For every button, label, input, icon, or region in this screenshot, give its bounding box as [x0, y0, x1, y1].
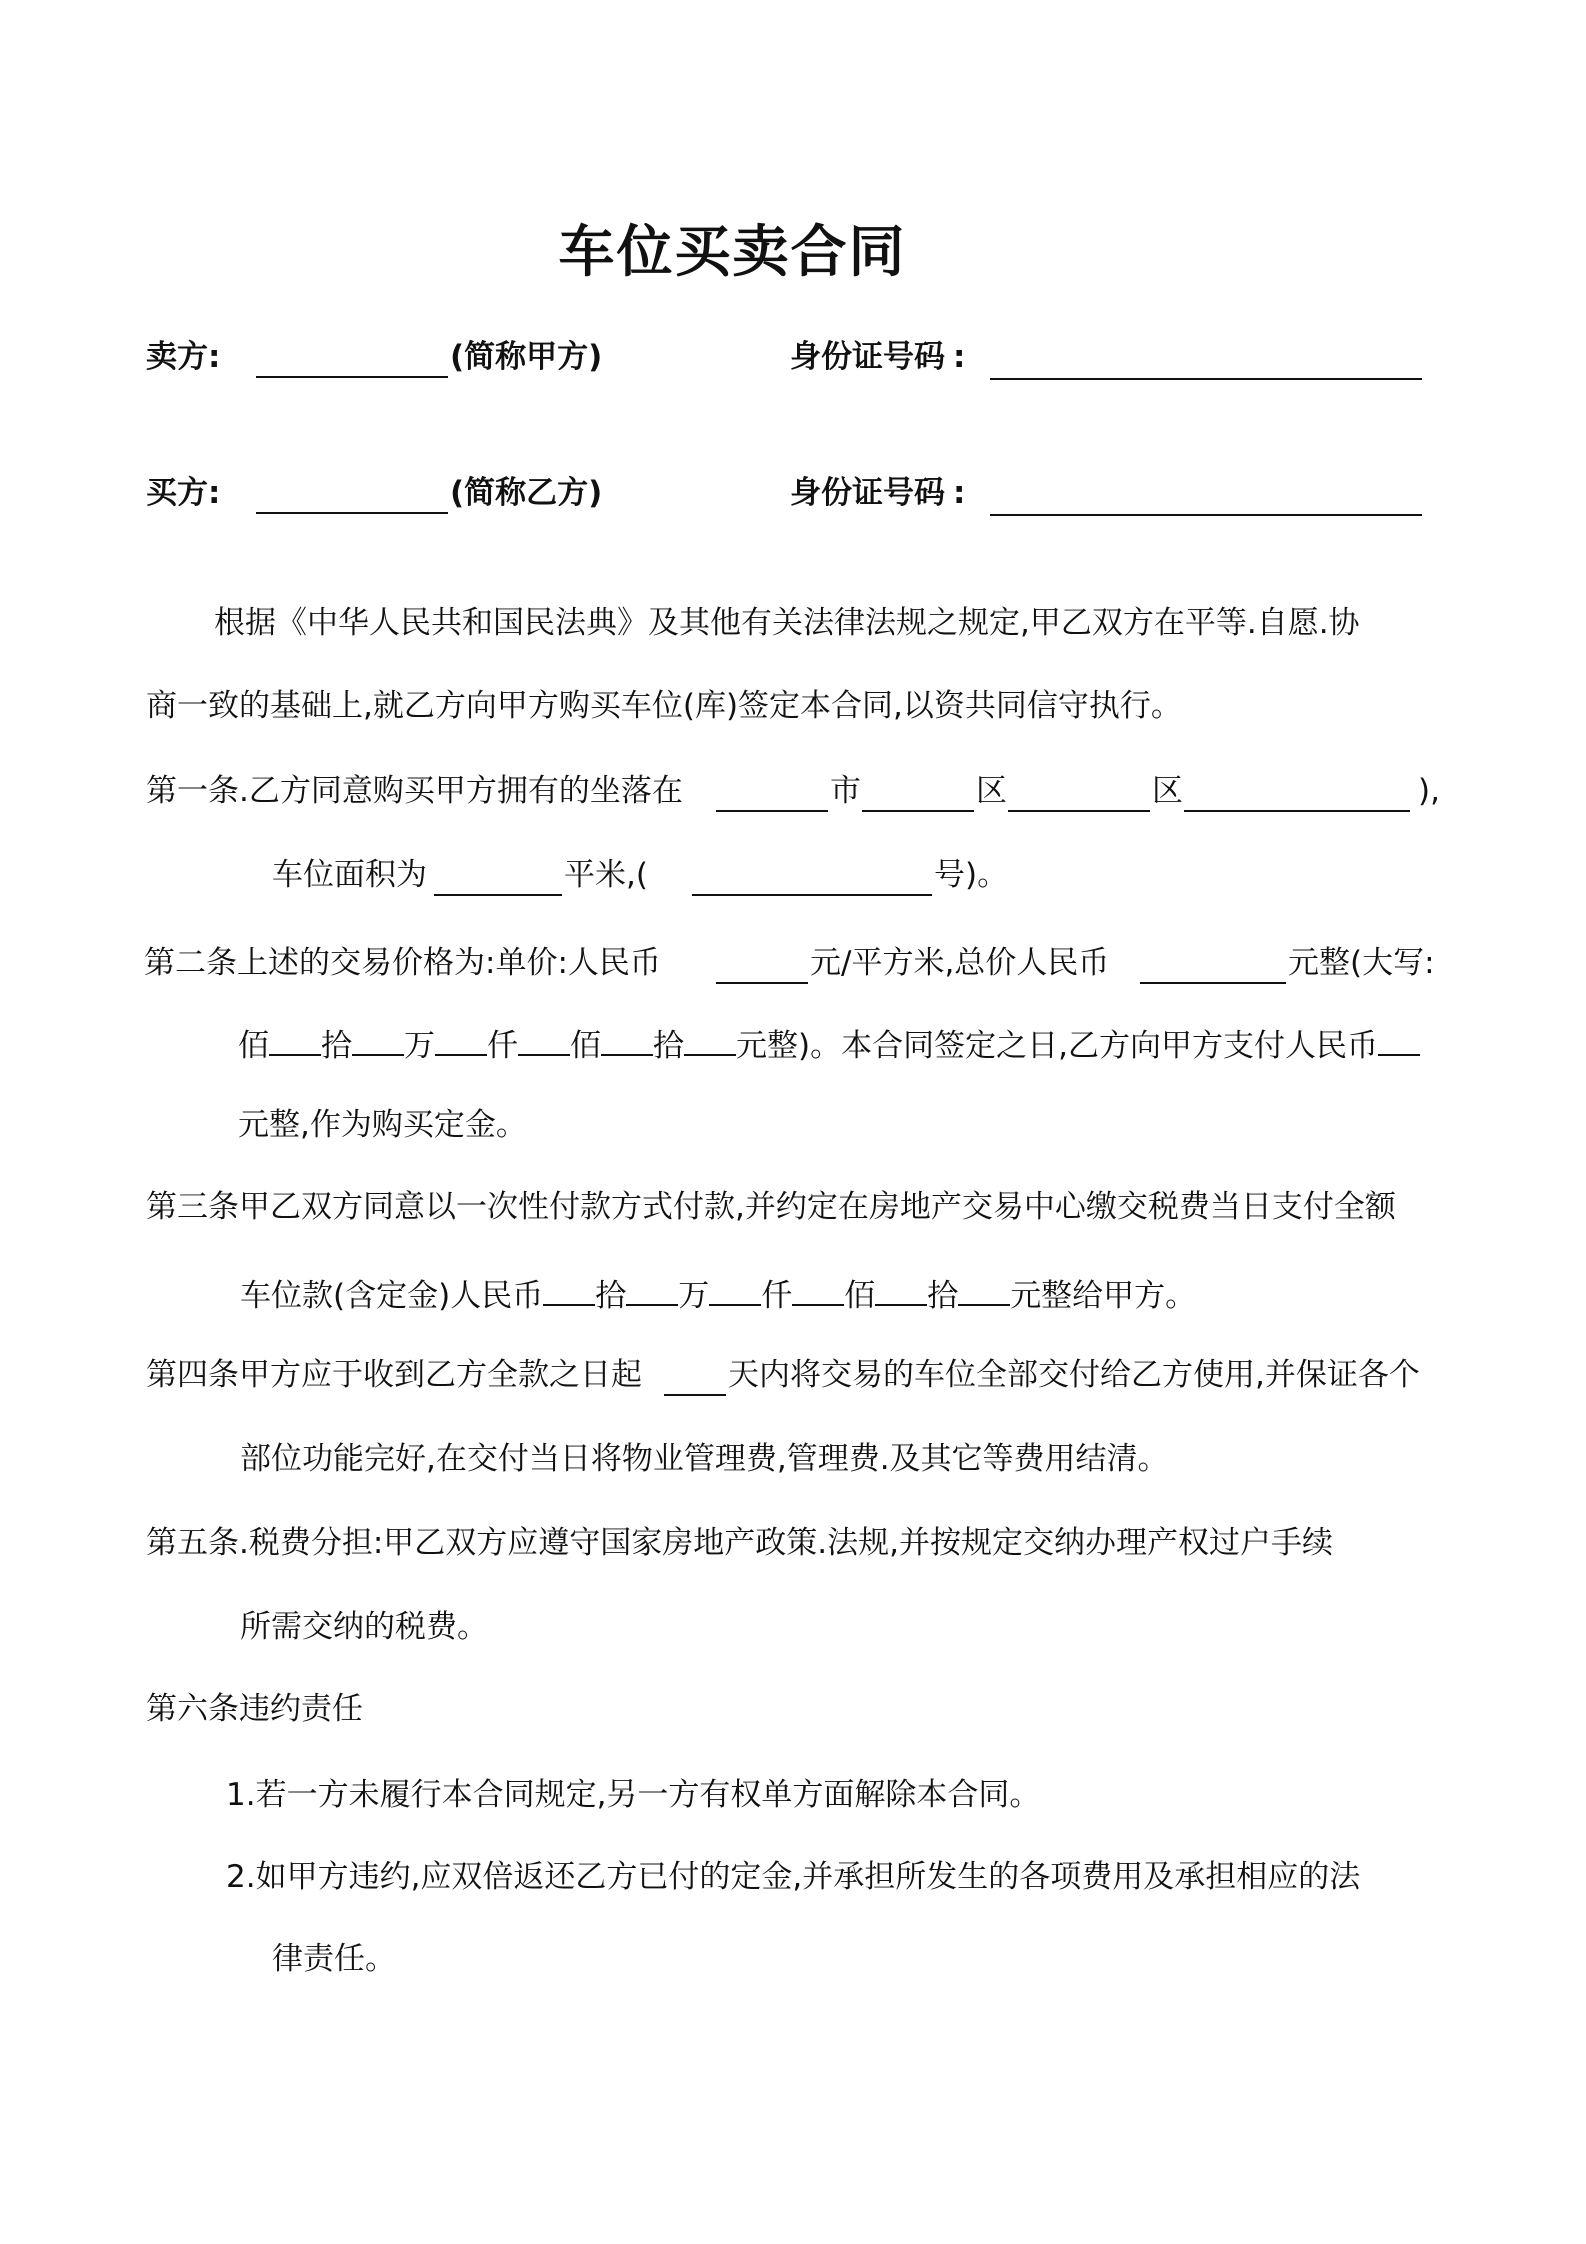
amount-blank[interactable]	[875, 1268, 927, 1306]
article-3-line-1: 第三条甲乙双方同意以一次性付款方式付款,并约定在房地产交易中心缴交税费当日支付全额	[146, 1189, 1396, 1225]
amount-blank[interactable]	[518, 1018, 570, 1056]
seller-label: 卖方:	[146, 339, 221, 375]
amount-blank[interactable]	[543, 1268, 595, 1306]
article-1-line-2: 车位面积为 平米,( 号)。	[0, 850, 1586, 900]
amount-blank[interactable]	[684, 1018, 736, 1056]
article-2-line-1: 第二条上述的交易价格为:单价:人民币 元/平方米,总价人民币 元整(大写:	[0, 938, 1586, 988]
amount-blank[interactable]	[601, 1018, 653, 1056]
deposit-blank[interactable]	[1378, 1018, 1420, 1056]
seller-name-blank[interactable]	[256, 376, 448, 378]
article-6-item-2-cont: 律责任。	[272, 1941, 396, 1977]
amount-blank[interactable]	[435, 1018, 487, 1056]
buyer-name-blank[interactable]	[256, 512, 448, 514]
seller-alias: (简称甲方)	[450, 339, 603, 375]
buyer-label: 买方:	[146, 475, 221, 511]
article-5-line-2: 所需交纳的税费。	[240, 1609, 488, 1645]
buyer-alias: (简称乙方)	[450, 475, 603, 511]
buyer-row	[0, 468, 1586, 518]
intro-line-2: 商一致的基础上,就乙方向甲方购买车位(库)签定本合同,以资共同信守执行。	[146, 688, 1182, 724]
seller-id-colon: :	[953, 339, 966, 375]
district2-blank[interactable]	[1184, 810, 1410, 812]
amount-blank[interactable]	[626, 1268, 678, 1306]
article-3-line-2: 车位款(含定金)人民币 拾 万 仟 佰 拾 元整给甲方。	[0, 1268, 1586, 1318]
buyer-id-label: 身份证号码	[790, 475, 945, 511]
article-6-item-2: 2.如甲方违约,应双倍返还乙方已付的定金,并承担所发生的各项费用及承担相应的法	[226, 1859, 1361, 1895]
seller-id-blank[interactable]	[990, 378, 1422, 380]
location-blank[interactable]	[716, 810, 828, 812]
district-blank[interactable]	[1008, 810, 1150, 812]
intro-line-1: 根据《中华人民共和国民法典》及其他有关法律法规之规定,甲乙双方在平等.自愿.协	[214, 605, 1360, 641]
days-blank[interactable]	[664, 1394, 726, 1396]
amount-blank[interactable]	[958, 1268, 1010, 1306]
buyer-id-blank[interactable]	[990, 514, 1422, 516]
document-title: 车位买卖合同	[558, 220, 907, 285]
article-6-heading: 第六条违约责任	[146, 1691, 363, 1727]
article-4-line-1: 第四条甲方应于收到乙方全款之日起 天内将交易的车位全部交付给乙方使用,并保证各个	[0, 1350, 1586, 1400]
unit-price-blank[interactable]	[716, 982, 808, 984]
article-5-line-1: 第五条.税费分担:甲乙双方应遵守国家房地产政策.法规,并按规定交纳办理产权过户手续	[146, 1525, 1334, 1561]
amount-blank[interactable]	[709, 1268, 761, 1306]
amount-blank[interactable]	[792, 1268, 844, 1306]
article-2-line-2: 佰 拾 万 仟 佰 拾 元整)。本合同签定之日,乙方向甲方支付人民币	[0, 1018, 1586, 1068]
spot-number-blank[interactable]	[692, 894, 932, 896]
city-blank[interactable]	[862, 810, 974, 812]
article-6-item-1: 1.若一方未履行本合同规定,另一方有权单方面解除本合同。	[226, 1777, 1041, 1813]
seller-id-label: 身份证号码	[790, 339, 945, 375]
area-blank[interactable]	[434, 894, 562, 896]
article-4-line-2: 部位功能完好,在交付当日将物业管理费,管理费.及其它等费用结清。	[240, 1441, 1169, 1477]
total-price-blank[interactable]	[1140, 982, 1286, 984]
amount-blank[interactable]	[269, 1018, 321, 1056]
amount-blank[interactable]	[352, 1018, 404, 1056]
article-2-line-3: 元整,作为购买定金。	[238, 1107, 527, 1143]
buyer-id-colon: :	[953, 475, 966, 511]
seller-row	[0, 332, 1586, 382]
article-1-line-1: 第一条.乙方同意购买甲方拥有的坐落在 市 区 区 ),	[0, 766, 1586, 816]
